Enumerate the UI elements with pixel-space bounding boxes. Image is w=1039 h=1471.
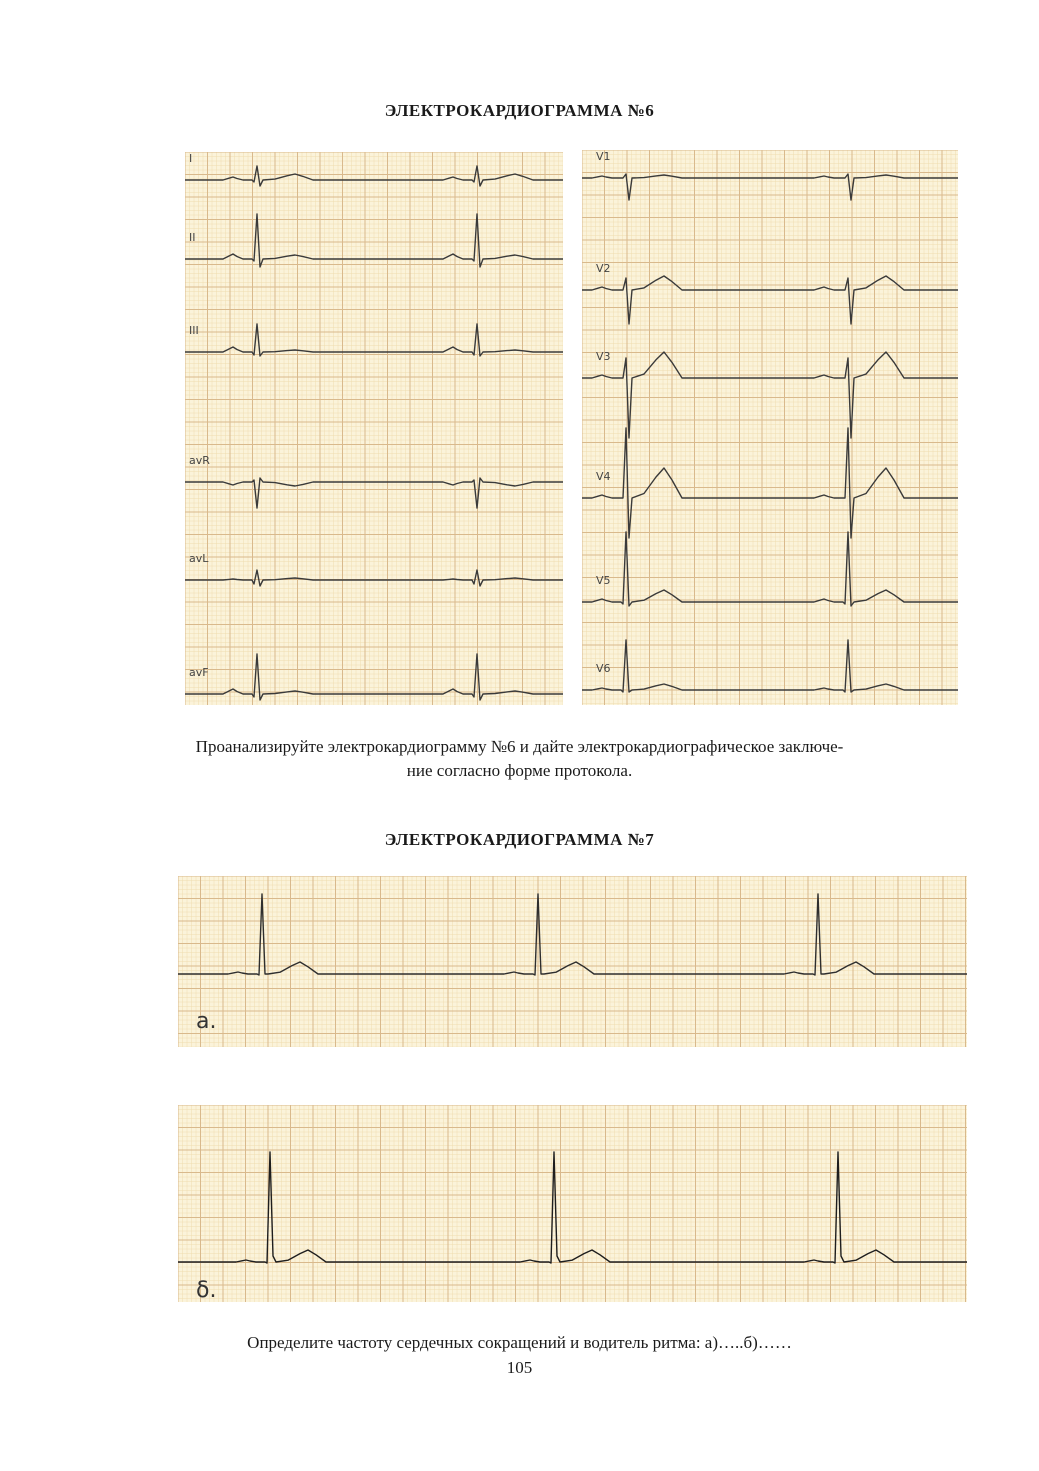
ecg6-instruction [0,735,1039,783]
lead-v6-label: V6 [596,662,611,675]
ecg7-strip-b-chart [178,1105,967,1302]
lead-i-label: I [189,152,193,165]
ecg-grid [582,150,958,705]
page-number: 105 [506,1358,533,1377]
lead-avf-label: avF [189,666,209,679]
ecg-grid [178,1105,967,1302]
ecg6-chest-leads-chart [582,150,958,705]
lead-v2-label: V2 [596,262,611,275]
lead-v4-label: V4 [596,470,611,483]
ecg6-instruction-line2: ние согласно форме протокола. [406,761,633,780]
ecg6-limb-leads-panel [185,152,563,705]
ecg7-strip-b [178,1105,967,1302]
lead-iii-label: III [189,324,199,337]
lead-v1-label: V1 [596,150,611,163]
ecg-grid [178,876,967,1047]
lead-ii-label: II [189,231,196,244]
ecg-grid [185,152,563,705]
lead-v5-label: V5 [596,574,611,587]
ecg6-instruction-line1: Проанализируйте электрокардиограмму №6 и дайте электрокардиографическое заключе- [195,737,844,756]
lead-avr-label: avR [189,454,210,467]
ecg7-strip-a-chart [178,876,967,1047]
strip-b-label: δ. [196,1278,217,1302]
strip-a-label: а. [196,1009,217,1034]
ecg6-limb-leads-chart [185,152,563,705]
lead-avl-label: avL [189,552,209,565]
ecg7-question: Определите частоту сердечных сокращений и водитель ритма: а)…..б)…… [247,1333,792,1352]
ecg6-title: ЭЛЕКТРОКАРДИОГРАММА №6 [384,101,655,120]
ecg7-strip-a [178,876,967,1047]
lead-v3-label: V3 [596,350,611,363]
ecg7-title: ЭЛЕКТРОКАРДИОГРАММА №7 [384,830,655,849]
ecg6-chest-leads-panel [582,150,958,705]
